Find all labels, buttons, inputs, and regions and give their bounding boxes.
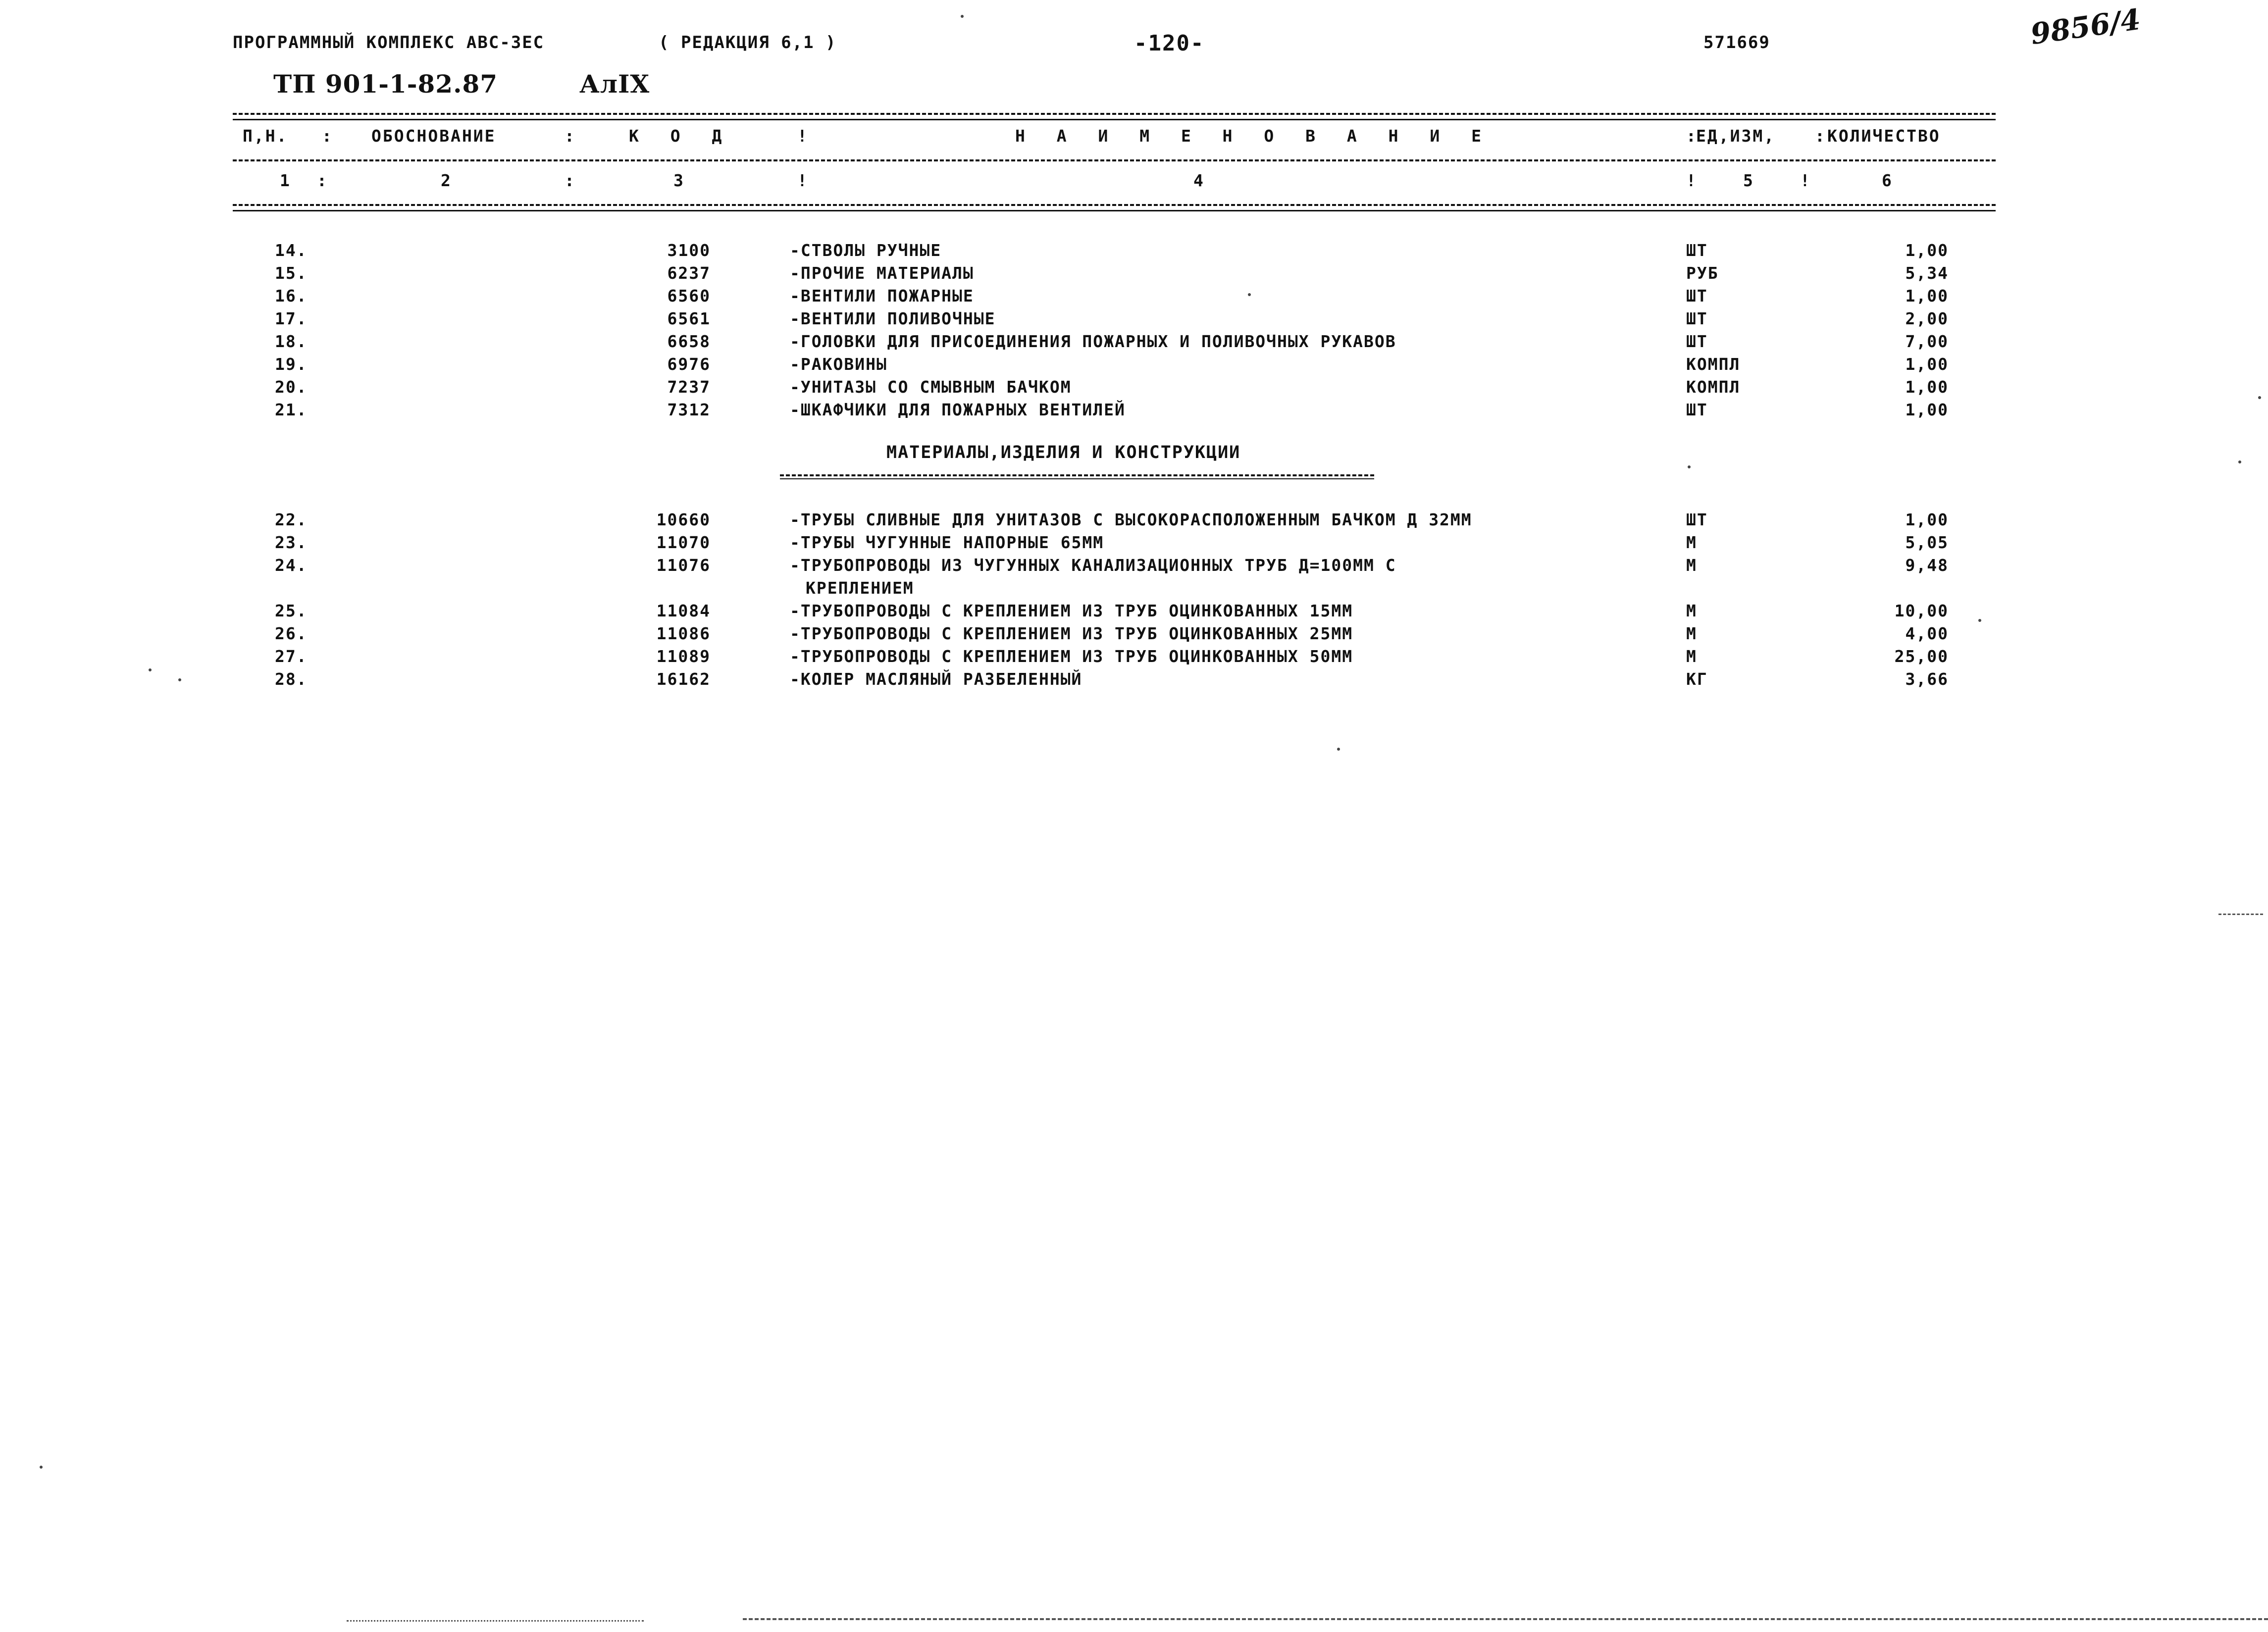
- row-code: 11070: [656, 533, 711, 552]
- column-number-sep-5: !: [1800, 171, 1811, 190]
- page-number: -120-: [1134, 31, 1205, 56]
- row-unit: ШТ: [1686, 332, 1708, 351]
- scan-speck: [149, 668, 152, 671]
- row-name: -ВЕНТИЛИ ПОЛИВОЧНЫЕ: [790, 309, 996, 328]
- row-quantity: 2,00: [1905, 309, 1949, 328]
- row-code: 7237: [667, 377, 711, 397]
- row-code: 11089: [656, 647, 711, 666]
- program-name: ПРОГРАММНЫЙ КОМПЛЕКС АВС-ЗЕС: [233, 33, 545, 52]
- row-code: 3100: [667, 241, 711, 260]
- scan-speck: [1248, 293, 1251, 296]
- column-header-basis: ОБОСНОВАНИЕ: [371, 126, 496, 146]
- row-unit: КОМПЛ: [1686, 355, 1741, 374]
- row-unit: М: [1686, 533, 1697, 552]
- row-quantity: 1,00: [1905, 241, 1949, 260]
- row-unit: М: [1686, 647, 1697, 666]
- row-unit: ШТ: [1686, 400, 1708, 419]
- row-unit: КГ: [1686, 669, 1708, 689]
- column-number-1: 1: [280, 171, 291, 190]
- row-name: -КОЛЕР МАСЛЯНЫЙ РАЗБЕЛЕННЫЙ: [790, 669, 1082, 689]
- row-code: 7312: [667, 400, 711, 419]
- row-unit: ШТ: [1686, 309, 1708, 328]
- row-number: 28.: [275, 669, 308, 689]
- table-body-top-rule-2: [233, 210, 1996, 211]
- scan-artifact-line: [347, 1620, 644, 1622]
- row-number: 24.: [275, 556, 308, 575]
- row-quantity: 4,00: [1905, 624, 1949, 643]
- scan-speck: [961, 15, 964, 18]
- scan-speck: [1688, 465, 1691, 468]
- row-number: 27.: [275, 647, 308, 666]
- table-body-top-rule: [233, 204, 1996, 206]
- row-name: -ТРУБОПРОВОДЫ С КРЕПЛЕНИЕМ ИЗ ТРУБ ОЦИНКОВАННЫХ 15ММ: [790, 601, 1353, 620]
- row-code: 10660: [656, 510, 711, 529]
- row-name: -ТРУБОПРОВОДЫ ИЗ ЧУГУННЫХ КАНАЛИЗАЦИОННЫХ ТРУБ Д=100ММ С: [790, 556, 1396, 575]
- column-header-sep-4: :: [1686, 126, 1698, 146]
- row-quantity: 1,00: [1905, 510, 1949, 529]
- edition-label: ( РЕДАКЦИЯ 6,1 ): [659, 33, 837, 52]
- row-quantity: 1,00: [1905, 400, 1949, 419]
- row-code: 11086: [656, 624, 711, 643]
- scan-speck: [40, 1466, 43, 1469]
- column-header-name: Н А И М Е Н О В А Н И Е: [1015, 126, 1492, 146]
- row-unit: ШТ: [1686, 286, 1708, 306]
- row-name: -ТРУБЫ ЧУГУННЫЕ НАПОРНЫЕ 65ММ: [790, 533, 1104, 552]
- row-name: -ВЕНТИЛИ ПОЖАРНЫЕ: [790, 286, 974, 306]
- column-number-sep-1: :: [317, 171, 328, 190]
- column-header-sep-1: :: [322, 126, 333, 146]
- row-name: -УНИТАЗЫ СО СМЫВНЫМ БАЧКОМ: [790, 377, 1072, 397]
- archive-stamp: 9856/4: [2028, 2, 2143, 51]
- column-number-6: 6: [1882, 171, 1893, 190]
- document-code: 571669: [1703, 33, 1770, 52]
- row-number: 19.: [275, 355, 308, 374]
- table-top-rule: [233, 113, 1996, 115]
- row-number: 18.: [275, 332, 308, 351]
- row-code: 6658: [667, 332, 711, 351]
- row-quantity: 5,34: [1905, 263, 1949, 283]
- row-number: 15.: [275, 263, 308, 283]
- row-number: 14.: [275, 241, 308, 260]
- row-code: 6560: [667, 286, 711, 306]
- row-quantity: 7,00: [1905, 332, 1949, 351]
- row-name: -ТРУБОПРОВОДЫ С КРЕПЛЕНИЕМ ИЗ ТРУБ ОЦИНКОВАННЫХ 50ММ: [790, 647, 1353, 666]
- scan-speck: [1978, 619, 1981, 622]
- row-name: -РАКОВИНЫ: [790, 355, 887, 374]
- column-header-unit: ЕД,ИЗМ,: [1696, 126, 1776, 146]
- section-title: МАТЕРИАЛЫ,ИЗДЕЛИЯ И КОНСТРУКЦИИ: [886, 443, 1241, 462]
- row-number: 16.: [275, 286, 308, 306]
- column-header-number: П,Н.: [243, 126, 288, 146]
- scan-speck: [2258, 396, 2261, 399]
- row-number: 21.: [275, 400, 308, 419]
- column-header-quantity: КОЛИЧЕСТВО: [1827, 126, 1941, 146]
- row-quantity: 3,66: [1905, 669, 1949, 689]
- row-quantity: 9,48: [1905, 556, 1949, 575]
- row-name: -СТВОЛЫ РУЧНЫЕ: [790, 241, 942, 260]
- scan-artifact-line: [2218, 914, 2263, 915]
- album-number: АлIX: [579, 69, 650, 99]
- row-quantity: 10,00: [1894, 601, 1949, 620]
- column-number-5: 5: [1743, 171, 1754, 190]
- column-number-sep-4: !: [1686, 171, 1698, 190]
- row-code: 11076: [656, 556, 711, 575]
- row-number: 23.: [275, 533, 308, 552]
- row-name: -ПРОЧИЕ МАТЕРИАЛЫ: [790, 263, 974, 283]
- row-number: 20.: [275, 377, 308, 397]
- row-unit: М: [1686, 556, 1697, 575]
- project-number: ТП 901-1-82.87: [273, 69, 498, 99]
- row-unit: М: [1686, 601, 1697, 620]
- column-number-sep-3: !: [797, 171, 809, 190]
- row-quantity: 25,00: [1894, 647, 1949, 666]
- row-name: -ТРУБЫ СЛИВНЫЕ ДЛЯ УНИТАЗОВ С ВЫСОКОРАСПОЛОЖЕННЫМ БАЧКОМ Д 32ММ: [790, 510, 1472, 529]
- row-number: 25.: [275, 601, 308, 620]
- column-header-sep-3: !: [797, 126, 809, 146]
- table-top-rule-2: [233, 119, 1996, 120]
- scan-speck: [2238, 460, 2241, 463]
- row-code: 6237: [667, 263, 711, 283]
- header-divider-rule: [233, 159, 1996, 161]
- column-number-2: 2: [441, 171, 452, 190]
- row-quantity: 1,00: [1905, 286, 1949, 306]
- row-quantity: 1,00: [1905, 377, 1949, 397]
- scan-artifact-line: [743, 1618, 2268, 1620]
- column-number-sep-2: :: [565, 171, 576, 190]
- row-name: -ГОЛОВКИ ДЛЯ ПРИСОЕДИНЕНИЯ ПОЖАРНЫХ И ПОЛИВОЧНЫХ РУКАВОВ: [790, 332, 1396, 351]
- row-quantity: 1,00: [1905, 355, 1949, 374]
- scan-speck: [1337, 748, 1340, 751]
- row-unit: РУБ: [1686, 263, 1719, 283]
- row-name: -ТРУБОПРОВОДЫ С КРЕПЛЕНИЕМ ИЗ ТРУБ ОЦИНКОВАННЫХ 25ММ: [790, 624, 1353, 643]
- row-code: 6561: [667, 309, 711, 328]
- row-code: 11084: [656, 601, 711, 620]
- column-header-code: К О Д: [629, 126, 733, 146]
- row-code: 6976: [667, 355, 711, 374]
- column-number-4: 4: [1193, 171, 1205, 190]
- row-number: 22.: [275, 510, 308, 529]
- row-name: -ШКАФЧИКИ ДЛЯ ПОЖАРНЫХ ВЕНТИЛЕЙ: [790, 400, 1126, 419]
- row-code: 16162: [656, 669, 711, 689]
- row-unit: ШТ: [1686, 510, 1708, 529]
- row-unit: КОМПЛ: [1686, 377, 1741, 397]
- row-name-continued: КРЕПЛЕНИЕМ: [806, 578, 914, 598]
- row-number: 17.: [275, 309, 308, 328]
- column-header-sep-2: :: [565, 126, 576, 146]
- row-number: 26.: [275, 624, 308, 643]
- section-title-underline: [780, 474, 1374, 476]
- column-number-3: 3: [673, 171, 685, 190]
- row-unit: ШТ: [1686, 241, 1708, 260]
- column-header-sep-5: :: [1815, 126, 1826, 146]
- section-title-underline-2: [780, 478, 1374, 479]
- scan-speck: [178, 678, 181, 681]
- row-quantity: 5,05: [1905, 533, 1949, 552]
- row-unit: М: [1686, 624, 1697, 643]
